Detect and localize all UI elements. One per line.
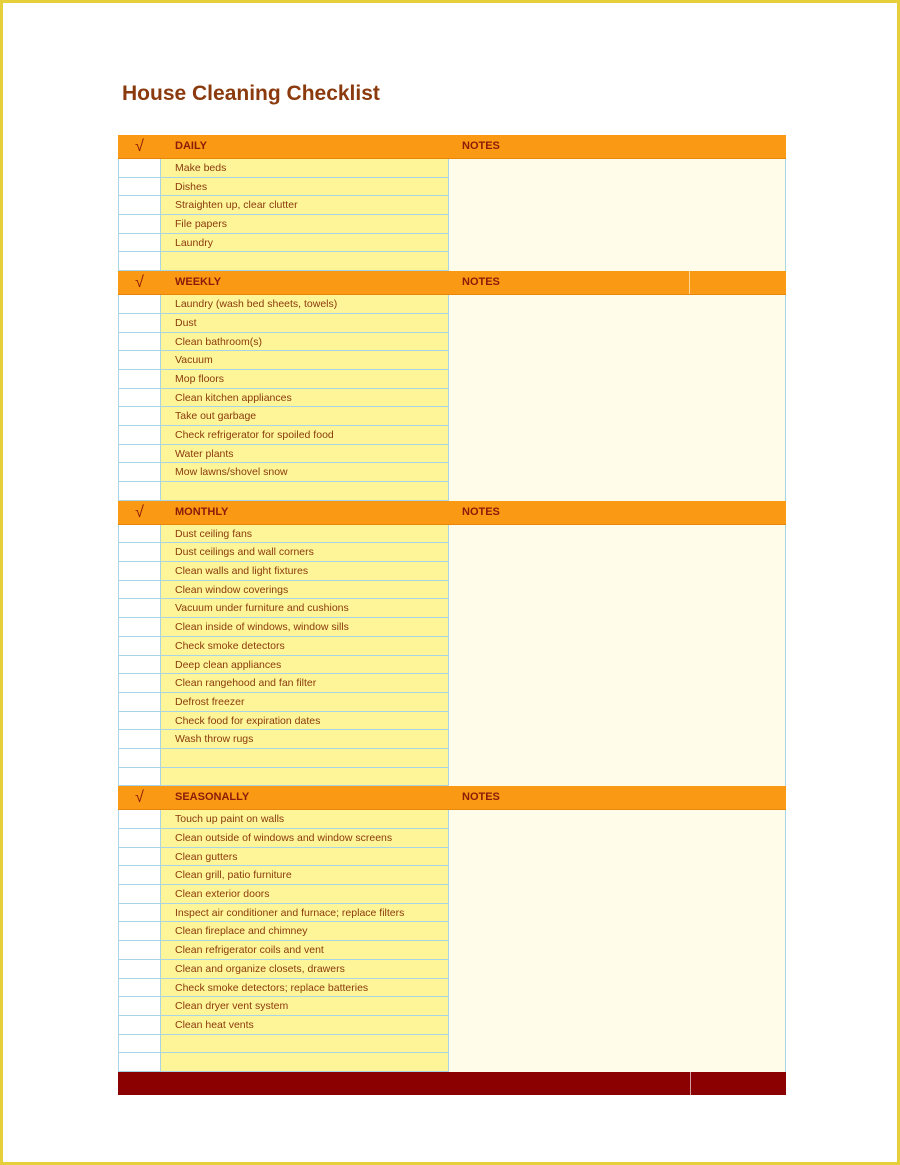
task-checkbox[interactable] (118, 407, 161, 426)
task-row (118, 1016, 449, 1035)
section-title: DAILY (175, 140, 207, 152)
task-label[interactable] (161, 482, 449, 501)
task-checkbox[interactable] (118, 637, 161, 656)
task-label: Clean gutters (161, 848, 449, 867)
task-checkbox[interactable] (118, 426, 161, 445)
task-label: Inspect air conditioner and furnace; replace filters (161, 904, 449, 923)
section-title: SEASONALLY (175, 791, 250, 804)
task-label: Check refrigerator for spoiled food (161, 426, 449, 445)
task-label: Defrost freezer (161, 693, 449, 712)
task-label: File papers (161, 215, 449, 234)
task-row (118, 637, 449, 656)
task-label: Clean bathroom(s) (161, 333, 449, 352)
task-checkbox[interactable] (118, 370, 161, 389)
task-checkbox[interactable] (118, 463, 161, 482)
task-checkbox[interactable] (118, 1035, 161, 1054)
task-row (118, 234, 449, 253)
task-row (118, 562, 449, 581)
checkmark-icon: √ (135, 138, 144, 155)
section-monthly (118, 501, 786, 787)
task-checkbox[interactable] (118, 252, 161, 271)
task-label: Clean kitchen appliances (161, 389, 449, 408)
task-label: Clean and organize closets, drawers (161, 960, 449, 979)
task-checkbox[interactable] (118, 979, 161, 998)
task-checkbox[interactable] (118, 656, 161, 675)
task-label: Touch up paint on walls (161, 810, 449, 829)
task-checkbox[interactable] (118, 482, 161, 501)
task-label: Clean dryer vent system (161, 997, 449, 1016)
task-row (118, 768, 449, 787)
task-row (118, 581, 449, 600)
task-checkbox[interactable] (118, 768, 161, 787)
task-label[interactable] (161, 1053, 449, 1072)
task-row (118, 407, 449, 426)
task-row (118, 351, 449, 370)
task-row (118, 829, 449, 848)
task-row (118, 730, 449, 749)
task-row (118, 848, 449, 867)
task-row (118, 749, 449, 768)
task-row (118, 599, 449, 618)
notes-area[interactable] (449, 295, 786, 501)
task-label[interactable] (161, 749, 449, 768)
task-label: Clean heat vents (161, 1016, 449, 1035)
task-checkbox[interactable] (118, 234, 161, 253)
task-row (118, 333, 449, 352)
task-label: Vacuum under furniture and cushions (161, 599, 449, 618)
section-header (118, 501, 786, 525)
task-label: Clean window coverings (161, 581, 449, 600)
task-label: Clean inside of windows, window sills (161, 618, 449, 637)
task-checkbox[interactable] (118, 351, 161, 370)
task-row (118, 810, 449, 829)
task-checkbox[interactable] (118, 866, 161, 885)
task-checkbox[interactable] (118, 599, 161, 618)
task-checkbox[interactable] (118, 543, 161, 562)
task-row (118, 674, 449, 693)
task-row (118, 960, 449, 979)
task-checkbox[interactable] (118, 885, 161, 904)
task-label[interactable] (161, 252, 449, 271)
section-daily (118, 135, 786, 271)
section-title: MONTHLY (175, 505, 229, 518)
footer-left-cell (118, 1072, 691, 1095)
task-label: Make beds (161, 159, 449, 178)
task-label: Water plants (161, 445, 449, 464)
task-row (118, 543, 449, 562)
task-row (118, 252, 449, 271)
task-row (118, 1035, 449, 1054)
task-checkbox[interactable] (118, 1053, 161, 1072)
task-row (118, 885, 449, 904)
section-weekly (118, 271, 786, 501)
task-checkbox[interactable] (118, 389, 161, 408)
task-checkbox[interactable] (118, 196, 161, 215)
task-checkbox[interactable] (118, 674, 161, 693)
task-label: Check smoke detectors (161, 637, 449, 656)
task-checkbox[interactable] (118, 445, 161, 464)
task-row (118, 159, 449, 178)
notes-header: NOTES (462, 140, 500, 152)
task-checkbox[interactable] (118, 525, 161, 544)
task-row (118, 178, 449, 197)
task-checkbox[interactable] (118, 922, 161, 941)
task-checkbox[interactable] (118, 295, 161, 314)
task-checkbox[interactable] (118, 810, 161, 829)
task-row (118, 445, 449, 464)
notes-area[interactable] (449, 525, 786, 787)
task-row (118, 370, 449, 389)
task-row (118, 656, 449, 675)
task-label: Dust (161, 314, 449, 333)
notes-header: NOTES (462, 791, 500, 804)
task-checkbox[interactable] (118, 829, 161, 848)
task-label: Laundry (wash bed sheets, towels) (161, 295, 449, 314)
task-checkbox[interactable] (118, 848, 161, 867)
task-checkbox[interactable] (118, 730, 161, 749)
section-header (118, 135, 786, 159)
task-label: Check smoke detectors; replace batteries (161, 979, 449, 998)
task-row (118, 295, 449, 314)
task-label: Vacuum (161, 351, 449, 370)
checkmark-icon: √ (135, 274, 144, 292)
task-label: Straighten up, clear clutter (161, 196, 449, 215)
task-row (118, 426, 449, 445)
task-row (118, 1053, 449, 1072)
task-row (118, 482, 449, 501)
task-checkbox[interactable] (118, 904, 161, 923)
task-row (118, 712, 449, 731)
section-seasonally (118, 786, 786, 1072)
task-label[interactable] (161, 1035, 449, 1054)
task-checkbox[interactable] (118, 314, 161, 333)
task-checkbox[interactable] (118, 159, 161, 178)
checkmark-icon: √ (135, 789, 144, 807)
task-checkbox[interactable] (118, 749, 161, 768)
task-row (118, 389, 449, 408)
task-checkbox[interactable] (118, 960, 161, 979)
task-checkbox[interactable] (118, 941, 161, 960)
task-label: Dust ceiling fans (161, 525, 449, 544)
task-label: Dust ceilings and wall corners (161, 543, 449, 562)
task-label: Deep clean appliances (161, 656, 449, 675)
task-label: Mow lawns/shovel snow (161, 463, 449, 482)
task-row (118, 525, 449, 544)
task-label: Take out garbage (161, 407, 449, 426)
task-row (118, 904, 449, 923)
checklist-table (118, 135, 786, 1095)
task-row (118, 314, 449, 333)
task-row (118, 866, 449, 885)
notes-header: NOTES (462, 505, 500, 518)
task-checkbox[interactable] (118, 693, 161, 712)
task-checkbox[interactable] (118, 562, 161, 581)
task-row (118, 196, 449, 215)
task-row (118, 215, 449, 234)
task-label: Clean refrigerator coils and vent (161, 941, 449, 960)
task-label: Clean exterior doors (161, 885, 449, 904)
task-label: Clean walls and light fixtures (161, 562, 449, 581)
task-row (118, 941, 449, 960)
task-checkbox[interactable] (118, 712, 161, 731)
task-row (118, 922, 449, 941)
task-row (118, 997, 449, 1016)
task-checkbox[interactable] (118, 997, 161, 1016)
task-checkbox[interactable] (118, 1016, 161, 1035)
task-label: Check food for expiration dates (161, 712, 449, 731)
task-label[interactable] (161, 768, 449, 787)
section-title: WEEKLY (175, 276, 222, 289)
task-row (118, 693, 449, 712)
section-header (118, 786, 786, 810)
task-label: Clean outside of windows and window screens (161, 829, 449, 848)
task-label: Clean fireplace and chimney (161, 922, 449, 941)
task-checkbox[interactable] (118, 618, 161, 637)
notes-area[interactable] (449, 810, 786, 1072)
footer-bar (118, 1072, 786, 1095)
task-checkbox[interactable] (118, 581, 161, 600)
document-title: House Cleaning Checklist (122, 82, 380, 105)
notes-header: NOTES (448, 271, 690, 294)
task-label: Clean grill, patio furniture (161, 866, 449, 885)
task-checkbox[interactable] (118, 333, 161, 352)
task-label: Wash throw rugs (161, 730, 449, 749)
task-row (118, 979, 449, 998)
task-row (118, 618, 449, 637)
section-header (118, 271, 786, 295)
header-extra-cell (690, 271, 786, 294)
notes-area[interactable] (449, 159, 786, 271)
task-label: Mop floors (161, 370, 449, 389)
checkmark-icon: √ (135, 503, 144, 521)
task-checkbox[interactable] (118, 178, 161, 197)
task-checkbox[interactable] (118, 215, 161, 234)
task-label: Laundry (161, 234, 449, 253)
task-label: Clean rangehood and fan filter (161, 674, 449, 693)
task-row (118, 463, 449, 482)
task-label: Dishes (161, 178, 449, 197)
footer-right-cell (691, 1072, 786, 1095)
